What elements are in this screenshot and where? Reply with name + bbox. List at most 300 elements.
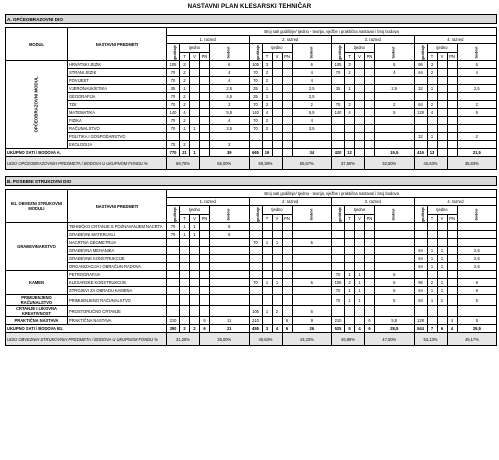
value-cell [262,271,272,279]
value-cell: 1 [345,271,355,279]
value-cell [272,263,282,271]
subcol-label: PN [200,214,210,223]
total-cell: 34 [292,149,332,157]
value-cell [272,125,282,133]
udio-cell: 53,13% [414,333,447,346]
value-cell [190,93,200,101]
subcol-label: PN [447,52,457,61]
value-cell [447,133,457,141]
total-cell [447,149,457,157]
subject-name: STROJEVI ZA OBRADU KAMENA [68,287,167,295]
value-cell [200,93,210,101]
value-cell [272,117,282,125]
value-cell [200,109,210,117]
subject-name: PETROGRAFIJA [68,271,167,279]
udio-cell: 43,33% [282,333,332,346]
value-cell: 6 [282,317,292,325]
value-cell [365,61,375,69]
value-cell [427,77,437,85]
value-cell [375,239,415,247]
subject-name: VJERONAUK/ETIKA [68,85,167,93]
value-cell: 5 [375,295,415,306]
value-cell: 70 [332,69,345,77]
value-cell: 9 [292,317,332,325]
value-cell [332,141,345,149]
value-cell [190,317,200,325]
value-cell [190,263,200,271]
subject-name: KLESARSKE KONSTRUKCIJE [68,279,167,287]
value-cell [167,247,180,255]
table-row [6,255,497,263]
value-cell [457,117,497,125]
value-cell: 5,5 [292,109,332,117]
value-cell [167,271,180,279]
value-cell: 70 [332,271,345,279]
value-cell: 6 [292,306,332,317]
value-cell: 6 [375,279,415,287]
subcol-label: V [190,52,200,61]
subcol-label: V [355,214,365,223]
total-cell: 525 [332,325,345,333]
value-cell [355,247,365,255]
value-cell: 70 [332,287,345,295]
value-cell [427,271,437,279]
hours-header: Broj sati godišnje/ tjedno - teorija, vježbe i praktična nastava/ i broj bodova [167,28,497,36]
value-cell [292,295,332,306]
subcol-label: V [272,214,282,223]
value-cell: 4,5 [210,93,250,101]
value-cell: 2 [262,125,272,133]
value-cell [355,239,365,247]
value-cell: 2 [180,69,190,77]
value-cell [180,287,190,295]
value-cell [262,263,272,271]
table-row [6,69,497,77]
value-cell [365,101,375,109]
subcol-label: T [345,214,355,223]
value-cell [200,247,210,255]
value-cell: 2 [180,93,190,101]
value-cell [210,133,250,141]
value-cell [167,295,180,306]
udio-label: UDIO OBVEZNIH STRUKOVNIH PREDMETA / BODOVA U UKUPNOM FONDU % [6,333,167,346]
value-cell [332,223,345,231]
value-cell: 1 [437,295,447,306]
year-header: 1. razred [167,36,250,44]
value-cell [437,306,447,317]
tjedno-label: tjedno [345,206,375,215]
value-cell: 2 [427,69,437,77]
value-cell [355,223,365,231]
value-cell [345,306,355,317]
value-cell [414,117,427,125]
value-cell: 1 [345,287,355,295]
value-cell: 2 [345,101,355,109]
value-cell: 105 [167,61,180,69]
value-cell [345,133,355,141]
udio-cell: 68,75% [167,157,200,170]
bodovi-label: bodovi [474,46,479,59]
tjedno-label: tjedno [262,44,292,53]
value-cell [282,271,292,279]
value-cell: 70 [167,117,180,125]
value-cell [375,223,415,231]
value-cell [262,295,272,306]
value-cell [414,77,427,85]
total-cell: 5 [345,325,355,333]
value-cell: 2,5 [210,85,250,93]
value-cell [447,85,457,93]
value-cell: 2 [262,69,272,77]
value-cell [332,77,345,85]
value-cell [272,101,282,109]
udio-cell: 59,38% [249,157,282,170]
value-cell: 6 [292,61,332,69]
bodovi-label: bodovi [474,208,479,221]
value-cell: 5 [457,109,497,117]
value-cell [447,295,457,306]
value-cell [345,141,355,149]
value-cell: 32 [414,85,427,93]
value-cell [345,93,355,101]
value-cell [190,279,200,287]
tjedno-label: tjedno [262,206,292,215]
value-cell [180,317,190,325]
value-cell [457,141,497,149]
value-cell [447,101,457,109]
value-cell: 3 [262,61,272,69]
value-cell: 1 [427,255,437,263]
value-cell [345,263,355,271]
subject-name: EKOLOGIJA [68,141,167,149]
total-cell: 6 [282,325,292,333]
year-header: 3. razred [332,36,415,44]
value-cell: 1 [180,223,190,231]
value-cell: 70 [167,231,180,239]
value-cell: 1 [345,85,355,93]
value-cell [365,263,375,271]
value-cell [332,125,345,133]
value-cell: 2,5 [457,247,497,255]
value-cell [190,295,200,306]
table-row [6,117,497,125]
value-cell [447,306,457,317]
value-cell [375,117,415,125]
value-cell [272,231,282,239]
subject-name: PRAKTIČNA NASTAVA [68,317,167,325]
table-row [6,125,497,133]
value-cell [249,231,262,239]
value-cell [375,255,415,263]
value-cell [262,247,272,255]
value-cell: 210 [332,317,345,325]
value-cell: 2,5 [457,263,497,271]
value-cell: 1 [180,231,190,239]
value-cell [272,61,282,69]
udio-cell: 32,50% [365,157,415,170]
value-cell: 3 [210,141,250,149]
value-cell: 4 [447,317,457,325]
subcol-label: T [180,52,190,61]
value-cell [414,306,427,317]
value-cell: 70 [249,77,262,85]
subcol-label: PN [447,214,457,223]
bodovi-label: bodovi [391,46,396,59]
value-cell [210,306,250,317]
total-cell: 7 [427,325,437,333]
total-cell [365,149,375,157]
value-cell [249,271,262,279]
value-cell [200,295,210,306]
value-cell [365,93,375,101]
value-cell: 105 [332,279,345,287]
value-cell [365,231,375,239]
value-cell: 2 [262,117,272,125]
value-cell [200,279,210,287]
value-cell [262,317,272,325]
value-cell [437,85,447,93]
value-cell: 1 [355,271,365,279]
subject-name: FIZIKA [68,117,167,125]
value-cell: 6 [292,279,332,287]
value-cell [375,141,415,149]
value-cell: 1 [437,263,447,271]
value-cell [210,263,250,271]
value-cell [249,133,262,141]
value-cell: 1 [190,125,200,133]
value-cell [167,263,180,271]
value-cell [200,231,210,239]
value-cell [282,61,292,69]
value-cell [427,239,437,247]
value-cell [190,101,200,109]
value-cell: 64 [414,255,427,263]
value-cell: 1 [355,287,365,295]
value-cell: 1 [190,223,200,231]
value-cell [365,295,375,306]
hours-header: Broj sati godišnje/ tjedno - teorija, vježbe i praktična nastava/ i broj bodova [167,190,497,198]
value-cell [427,231,437,239]
bodovi-label: bodovi [391,208,396,221]
value-cell [457,93,497,101]
value-cell [200,255,210,263]
value-cell [180,255,190,263]
value-cell [282,93,292,101]
value-cell [437,223,447,231]
value-cell: 6 [375,271,415,279]
total-cell: 3 [262,325,272,333]
value-cell [437,109,447,117]
table-row [6,247,497,255]
value-cell [282,101,292,109]
total-cell: 19 [262,149,272,157]
value-cell: 1 [427,85,437,93]
value-cell: 1 [262,93,272,101]
value-cell [437,317,447,325]
value-cell: 1 [355,279,365,287]
value-cell [447,141,457,149]
value-cell: 4 [292,77,332,85]
value-cell [457,77,497,85]
value-cell: 70 [249,117,262,125]
value-cell [292,247,332,255]
value-cell [355,85,365,93]
total-cell: 19,5 [375,149,415,157]
value-cell [447,93,457,101]
value-cell: 6 [457,61,497,69]
value-cell [345,239,355,247]
year-header: 2. razred [249,198,332,206]
subcol-label: T [262,52,272,61]
value-cell [427,141,437,149]
value-cell [345,255,355,263]
value-cell [210,255,250,263]
value-cell [210,239,250,247]
value-cell: 96 [414,279,427,287]
value-cell [437,69,447,77]
subject-name: GRAĐEVNI MATERIJALI [68,231,167,239]
subcol-label: V [437,214,447,223]
value-cell [190,141,200,149]
value-cell [200,133,210,141]
value-cell: 64 [414,69,427,77]
total-cell [437,149,447,157]
value-cell [190,69,200,77]
value-cell: 1 [180,125,190,133]
value-cell [414,239,427,247]
value-cell: 2 [180,77,190,85]
value-cell: 2 [375,101,415,109]
value-cell [292,255,332,263]
value-cell [447,271,457,279]
value-cell [292,231,332,239]
value-cell: 2 [457,101,497,109]
value-cell [190,271,200,279]
bodovi-label: bodovi [309,46,314,59]
value-cell [414,125,427,133]
total-cell [272,149,282,157]
subject-name: MATEMATIKA [68,109,167,117]
table-row [6,317,497,325]
value-cell [180,279,190,287]
value-cell [332,93,345,101]
table-row [6,306,497,317]
col-modul-header: B1. OBVEZNI STRUKOVNI MODULI [6,190,68,223]
godisnje-label: godišnje [255,45,260,60]
total-cell: 21 [210,325,250,333]
value-cell: 1 [437,287,447,295]
udio-cell: 49,17% [447,333,497,346]
table-row [6,85,497,93]
value-cell [365,125,375,133]
value-cell: 2 [210,101,250,109]
bodovi-label: bodovi [226,46,231,59]
value-cell [262,133,272,141]
value-cell [249,141,262,149]
table-row [6,279,497,287]
table-row [6,109,497,117]
value-cell [355,141,365,149]
value-cell: 5 [210,231,250,239]
tjedno-label: tjedno [345,44,375,53]
value-cell [292,141,332,149]
value-cell: 5,5 [375,317,415,325]
value-cell [375,77,415,85]
value-cell: 1 [427,263,437,271]
value-cell: 70 [249,69,262,77]
value-cell [414,141,427,149]
value-cell [272,85,282,93]
table-row [6,271,497,279]
total-cell: 416 [414,149,427,157]
value-cell: 70 [249,239,262,247]
value-cell [282,223,292,231]
value-cell: 2 [345,69,355,77]
value-cell [200,77,210,85]
col-modul-header: MODUL [6,28,68,61]
value-cell [375,231,415,239]
total-label: UKUPNO SATI / BODOVA A. [6,149,167,157]
godisnje-label: godišnje [420,45,425,60]
value-cell: 4 [292,117,332,125]
value-cell: 1 [190,231,200,239]
value-cell [262,287,272,295]
value-cell: 5 [457,295,497,306]
value-cell [272,287,282,295]
value-cell [282,306,292,317]
value-cell [437,125,447,133]
year-header: 2. razred [249,36,332,44]
value-cell [355,77,365,85]
value-cell: 6 [210,61,250,69]
value-cell: 2,5 [375,85,415,93]
bodovi-label: bodovi [309,208,314,221]
value-cell: 70 [249,279,262,287]
value-cell: 1 [427,247,437,255]
total-cell: 770 [167,149,180,157]
value-cell: 2 [427,101,437,109]
value-cell [332,247,345,255]
section-b-header: B. POSEBNI STRUKOVNI DIO [6,177,497,186]
value-cell: 5 [457,317,497,325]
value-cell [282,85,292,93]
total-cell: 4 [272,325,282,333]
value-cell [345,223,355,231]
value-cell [210,295,250,306]
value-cell: 2 [457,133,497,141]
value-cell [200,223,210,231]
group-label: OPĆEOBRAZOVNI MODUL [6,61,68,149]
value-cell [375,125,415,133]
value-cell [200,69,210,77]
total-cell [282,149,292,157]
udio-row [6,333,497,346]
value-cell: 3,5 [210,125,250,133]
value-cell [272,271,282,279]
value-cell [355,101,365,109]
value-cell [457,223,497,231]
table-row [6,141,497,149]
value-cell [427,317,437,325]
table-row [6,61,497,69]
godisnje-label: godišnje [337,45,342,60]
value-cell: 1 [427,133,437,141]
value-cell [355,61,365,69]
value-cell [332,263,345,271]
value-cell [447,263,457,271]
table-row [6,239,497,247]
value-cell: 70 [249,101,262,109]
